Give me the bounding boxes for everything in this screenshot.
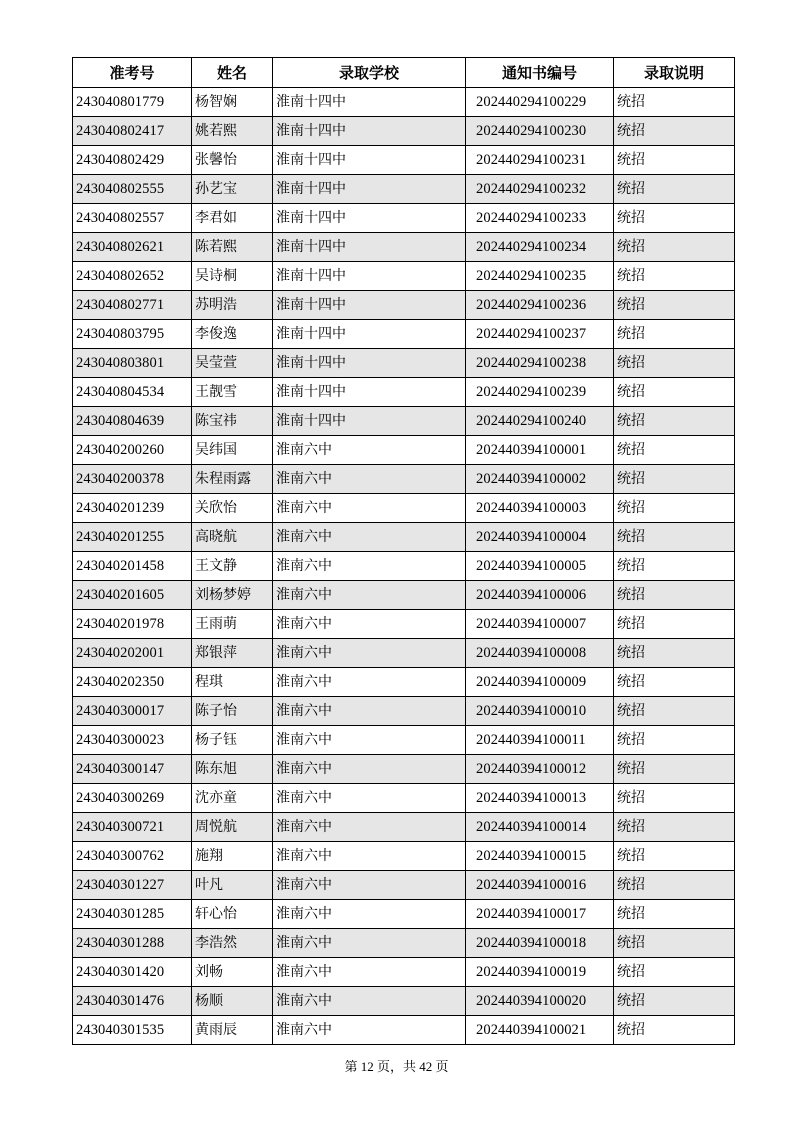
table-row <box>73 581 735 610</box>
cell-name: 黄雨辰 <box>192 1016 273 1045</box>
cell-notice-no: 202440294100230 <box>466 117 614 146</box>
cell-notice-no: 202440394100009 <box>466 668 614 697</box>
cell-name: 李俊逸 <box>192 320 273 349</box>
cell-note: 统招 <box>614 436 735 465</box>
cell-exam-id: 243040301227 <box>73 871 192 900</box>
cell-note: 统招 <box>614 146 735 175</box>
cell-name: 吴莹萱 <box>192 349 273 378</box>
header-notice-no: 通知书编号 <box>466 58 614 88</box>
cell-note: 统招 <box>614 465 735 494</box>
cell-notice-no: 202440294100238 <box>466 349 614 378</box>
cell-notice-no: 202440394100003 <box>466 494 614 523</box>
table-row <box>73 610 735 639</box>
cell-exam-id: 243040301288 <box>73 929 192 958</box>
cell-name: 沈亦童 <box>192 784 273 813</box>
cell-name: 李浩然 <box>192 929 273 958</box>
cell-note: 统招 <box>614 349 735 378</box>
header-note: 录取说明 <box>614 58 735 88</box>
cell-notice-no: 202440394100014 <box>466 813 614 842</box>
footer-mid: 页，共 <box>373 1059 420 1074</box>
cell-notice-no: 202440394100001 <box>466 436 614 465</box>
cell-notice-no: 202440394100008 <box>466 639 614 668</box>
cell-note: 统招 <box>614 842 735 871</box>
cell-school: 淮南六中 <box>273 871 466 900</box>
cell-note: 统招 <box>614 204 735 233</box>
table-row <box>73 436 735 465</box>
cell-notice-no: 202440394100012 <box>466 755 614 784</box>
cell-school: 淮南六中 <box>273 552 466 581</box>
cell-notice-no: 202440394100020 <box>466 987 614 1016</box>
cell-school: 淮南六中 <box>273 900 466 929</box>
cell-notice-no: 202440394100006 <box>466 581 614 610</box>
admission-table <box>72 57 735 1045</box>
cell-name: 李君如 <box>192 204 273 233</box>
cell-school: 淮南六中 <box>273 958 466 987</box>
cell-note: 统招 <box>614 233 735 262</box>
cell-notice-no: 202440294100239 <box>466 378 614 407</box>
header-name: 姓名 <box>192 58 273 88</box>
cell-school: 淮南十四中 <box>273 146 466 175</box>
cell-notice-no: 202440294100229 <box>466 88 614 117</box>
cell-note: 统招 <box>614 784 735 813</box>
cell-note: 统招 <box>614 378 735 407</box>
cell-name: 孙艺宝 <box>192 175 273 204</box>
cell-note: 统招 <box>614 1016 735 1045</box>
cell-note: 统招 <box>614 871 735 900</box>
cell-notice-no: 202440394100021 <box>466 1016 614 1045</box>
footer-prefix: 第 <box>344 1059 361 1074</box>
table-row <box>73 291 735 320</box>
table-row <box>73 639 735 668</box>
table-row <box>73 262 735 291</box>
table-row <box>73 697 735 726</box>
table-row <box>73 958 735 987</box>
cell-school: 淮南六中 <box>273 929 466 958</box>
cell-note: 统招 <box>614 813 735 842</box>
cell-exam-id: 243040301535 <box>73 1016 192 1045</box>
cell-exam-id: 243040301285 <box>73 900 192 929</box>
cell-notice-no: 202440394100018 <box>466 929 614 958</box>
table-row <box>73 668 735 697</box>
cell-note: 统招 <box>614 726 735 755</box>
table-row <box>73 842 735 871</box>
cell-school: 淮南六中 <box>273 465 466 494</box>
page-footer <box>0 1056 793 1075</box>
cell-note: 统招 <box>614 697 735 726</box>
cell-school: 淮南六中 <box>273 668 466 697</box>
cell-notice-no: 202440394100005 <box>466 552 614 581</box>
cell-name: 刘畅 <box>192 958 273 987</box>
cell-notice-no: 202440294100237 <box>466 320 614 349</box>
cell-school: 淮南十四中 <box>273 117 466 146</box>
cell-name: 姚若熙 <box>192 117 273 146</box>
cell-name: 王雨萌 <box>192 610 273 639</box>
table-body <box>73 88 735 1045</box>
cell-school: 淮南六中 <box>273 697 466 726</box>
cell-name: 轩心怡 <box>192 900 273 929</box>
header-school: 录取学校 <box>273 58 466 88</box>
cell-notice-no: 202440294100232 <box>466 175 614 204</box>
cell-notice-no: 202440394100011 <box>466 726 614 755</box>
cell-name: 施翔 <box>192 842 273 871</box>
table-row <box>73 1016 735 1045</box>
cell-name: 杨智娴 <box>192 88 273 117</box>
table-row <box>73 755 735 784</box>
cell-exam-id: 243040301476 <box>73 987 192 1016</box>
cell-exam-id: 243040200260 <box>73 436 192 465</box>
table-row <box>73 900 735 929</box>
cell-name: 杨子钰 <box>192 726 273 755</box>
cell-school: 淮南六中 <box>273 755 466 784</box>
cell-exam-id: 243040201605 <box>73 581 192 610</box>
cell-note: 统招 <box>614 581 735 610</box>
cell-name: 张馨怡 <box>192 146 273 175</box>
cell-exam-id: 243040201255 <box>73 523 192 552</box>
cell-exam-id: 243040201239 <box>73 494 192 523</box>
cell-notice-no: 202440394100015 <box>466 842 614 871</box>
cell-school: 淮南十四中 <box>273 378 466 407</box>
cell-exam-id: 243040802417 <box>73 117 192 146</box>
table-row <box>73 784 735 813</box>
table-row <box>73 407 735 436</box>
cell-note: 统招 <box>614 958 735 987</box>
cell-note: 统招 <box>614 88 735 117</box>
table-row <box>73 552 735 581</box>
cell-name: 陈东旭 <box>192 755 273 784</box>
header-row <box>73 58 735 88</box>
header-exam-id: 准考号 <box>73 58 192 88</box>
table-row <box>73 726 735 755</box>
cell-notice-no: 202440294100233 <box>466 204 614 233</box>
cell-notice-no: 202440394100004 <box>466 523 614 552</box>
cell-school: 淮南六中 <box>273 494 466 523</box>
cell-exam-id: 243040802555 <box>73 175 192 204</box>
cell-notice-no: 202440294100231 <box>466 146 614 175</box>
cell-school: 淮南六中 <box>273 726 466 755</box>
cell-school: 淮南十四中 <box>273 320 466 349</box>
table-row <box>73 349 735 378</box>
cell-note: 统招 <box>614 117 735 146</box>
cell-note: 统招 <box>614 291 735 320</box>
cell-school: 淮南六中 <box>273 581 466 610</box>
table-row <box>73 117 735 146</box>
cell-exam-id: 243040803801 <box>73 349 192 378</box>
cell-school: 淮南六中 <box>273 813 466 842</box>
cell-note: 统招 <box>614 175 735 204</box>
cell-note: 统招 <box>614 552 735 581</box>
table-row <box>73 88 735 117</box>
cell-note: 统招 <box>614 987 735 1016</box>
cell-school: 淮南十四中 <box>273 291 466 320</box>
cell-exam-id: 243040202350 <box>73 668 192 697</box>
cell-exam-id: 243040802771 <box>73 291 192 320</box>
cell-exam-id: 243040802557 <box>73 204 192 233</box>
cell-exam-id: 243040300147 <box>73 755 192 784</box>
cell-school: 淮南六中 <box>273 436 466 465</box>
cell-exam-id: 243040201458 <box>73 552 192 581</box>
table-row <box>73 813 735 842</box>
table-row <box>73 204 735 233</box>
cell-notice-no: 202440394100017 <box>466 900 614 929</box>
cell-exam-id: 243040802652 <box>73 262 192 291</box>
cell-name: 刘杨梦婷 <box>192 581 273 610</box>
footer-page-number: 12 <box>360 1059 374 1074</box>
cell-name: 郑银萍 <box>192 639 273 668</box>
cell-school: 淮南十四中 <box>273 175 466 204</box>
cell-note: 统招 <box>614 407 735 436</box>
table-row <box>73 146 735 175</box>
cell-notice-no: 202440294100236 <box>466 291 614 320</box>
cell-note: 统招 <box>614 262 735 291</box>
table-row <box>73 523 735 552</box>
cell-exam-id: 243040803795 <box>73 320 192 349</box>
cell-name: 杨顺 <box>192 987 273 1016</box>
cell-exam-id: 243040201978 <box>73 610 192 639</box>
cell-note: 统招 <box>614 494 735 523</box>
table-row <box>73 378 735 407</box>
cell-school: 淮南十四中 <box>273 233 466 262</box>
cell-name: 陈若熙 <box>192 233 273 262</box>
table-row <box>73 987 735 1016</box>
cell-exam-id: 243040301420 <box>73 958 192 987</box>
cell-school: 淮南六中 <box>273 842 466 871</box>
cell-notice-no: 202440294100240 <box>466 407 614 436</box>
cell-school: 淮南六中 <box>273 1016 466 1045</box>
table-row <box>73 465 735 494</box>
cell-name: 吴诗桐 <box>192 262 273 291</box>
table-row <box>73 871 735 900</box>
cell-notice-no: 202440294100234 <box>466 233 614 262</box>
table-row <box>73 320 735 349</box>
cell-exam-id: 243040202001 <box>73 639 192 668</box>
cell-notice-no: 202440394100002 <box>466 465 614 494</box>
cell-school: 淮南十四中 <box>273 204 466 233</box>
cell-notice-no: 202440394100010 <box>466 697 614 726</box>
cell-school: 淮南十四中 <box>273 407 466 436</box>
cell-notice-no: 202440394100007 <box>466 610 614 639</box>
cell-name: 关欣怡 <box>192 494 273 523</box>
cell-exam-id: 243040300721 <box>73 813 192 842</box>
cell-name: 王文静 <box>192 552 273 581</box>
cell-name: 朱程雨露 <box>192 465 273 494</box>
cell-note: 统招 <box>614 668 735 697</box>
table-row <box>73 929 735 958</box>
cell-note: 统招 <box>614 900 735 929</box>
cell-note: 统招 <box>614 610 735 639</box>
cell-name: 程琪 <box>192 668 273 697</box>
cell-exam-id: 243040801779 <box>73 88 192 117</box>
cell-name: 吴纬国 <box>192 436 273 465</box>
cell-exam-id: 243040300269 <box>73 784 192 813</box>
table-row <box>73 494 735 523</box>
cell-note: 统招 <box>614 929 735 958</box>
cell-name: 陈子怡 <box>192 697 273 726</box>
footer-suffix: 页 <box>432 1059 449 1074</box>
cell-name: 苏明浩 <box>192 291 273 320</box>
cell-exam-id: 243040200378 <box>73 465 192 494</box>
cell-school: 淮南六中 <box>273 610 466 639</box>
cell-note: 统招 <box>614 320 735 349</box>
cell-name: 叶凡 <box>192 871 273 900</box>
cell-notice-no: 202440294100235 <box>466 262 614 291</box>
cell-name: 陈宝祎 <box>192 407 273 436</box>
footer-total-pages: 42 <box>419 1059 433 1074</box>
table-row <box>73 233 735 262</box>
cell-name: 王靓雪 <box>192 378 273 407</box>
cell-school: 淮南六中 <box>273 639 466 668</box>
cell-exam-id: 243040804534 <box>73 378 192 407</box>
cell-name: 高晓航 <box>192 523 273 552</box>
cell-exam-id: 243040802621 <box>73 233 192 262</box>
cell-exam-id: 243040804639 <box>73 407 192 436</box>
cell-note: 统招 <box>614 639 735 668</box>
cell-school: 淮南十四中 <box>273 88 466 117</box>
cell-notice-no: 202440394100016 <box>466 871 614 900</box>
cell-exam-id: 243040300017 <box>73 697 192 726</box>
cell-school: 淮南六中 <box>273 784 466 813</box>
cell-name: 周悦航 <box>192 813 273 842</box>
cell-school: 淮南六中 <box>273 523 466 552</box>
table-row <box>73 175 735 204</box>
cell-exam-id: 243040300762 <box>73 842 192 871</box>
cell-note: 统招 <box>614 755 735 784</box>
cell-exam-id: 243040802429 <box>73 146 192 175</box>
cell-notice-no: 202440394100013 <box>466 784 614 813</box>
cell-school: 淮南十四中 <box>273 262 466 291</box>
cell-note: 统招 <box>614 523 735 552</box>
cell-exam-id: 243040300023 <box>73 726 192 755</box>
cell-notice-no: 202440394100019 <box>466 958 614 987</box>
cell-school: 淮南十四中 <box>273 349 466 378</box>
cell-school: 淮南六中 <box>273 987 466 1016</box>
